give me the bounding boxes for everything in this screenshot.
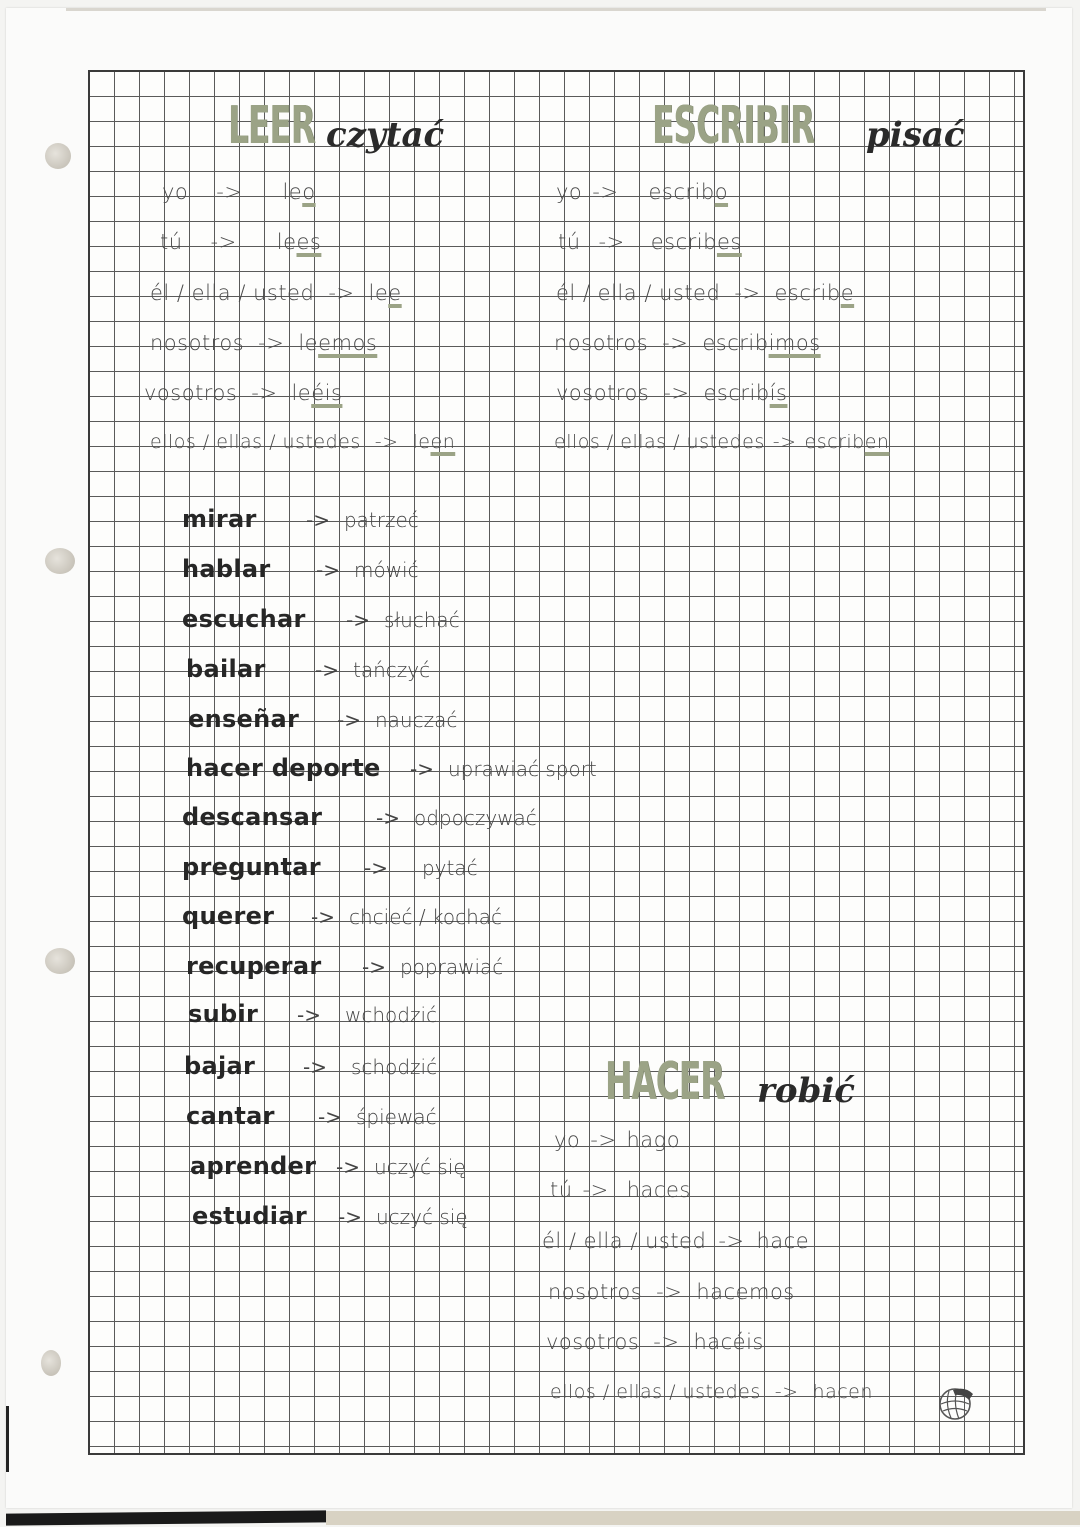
arrow-icon: -> — [772, 431, 797, 453]
spanish-word: estudiar — [192, 1202, 307, 1230]
verb-ending: o — [714, 180, 729, 204]
polish-translation: mówić — [353, 558, 419, 582]
vocab-item — [190, 1152, 466, 1180]
polish-translation: nauczać — [374, 708, 458, 732]
arrow-icon: -> — [662, 331, 689, 355]
verb-stem: le — [282, 180, 303, 204]
verb-stem: escrib — [702, 331, 769, 355]
leer-heading — [228, 96, 445, 156]
pronoun: nosotros — [150, 331, 245, 355]
punch-hole — [41, 1350, 61, 1376]
spanish-word: preguntar — [182, 853, 321, 881]
vocab-item — [184, 1052, 437, 1080]
pronoun: yo — [554, 1128, 581, 1152]
pronoun: tú — [550, 1178, 573, 1202]
arrow-icon: -> — [336, 1155, 360, 1179]
arrow-icon: -> — [303, 1055, 327, 1079]
arrow-icon: -> — [656, 1280, 683, 1304]
polish-translation: wchodzić — [344, 1003, 437, 1027]
vocab-item — [192, 1202, 468, 1230]
verb-ending: en — [430, 431, 456, 453]
verb-stem: le — [291, 381, 312, 405]
conjugation-row — [556, 281, 854, 305]
vocab-item — [188, 705, 457, 733]
verb-ending: e — [840, 281, 855, 305]
verb-ending: en — [864, 431, 890, 453]
verb-form: haces — [626, 1178, 691, 1202]
verb-stem: escrib — [703, 381, 770, 405]
conjugation-row — [162, 180, 316, 204]
polish-translation: uczyć się — [375, 1205, 468, 1229]
conjugation-row — [150, 431, 455, 453]
arrow-icon: -> — [258, 331, 285, 355]
spanish-word: aprender — [190, 1152, 317, 1180]
spanish-word: subir — [188, 1000, 259, 1028]
conjugation-row — [556, 381, 787, 405]
binder-edge — [6, 1406, 9, 1472]
arrow-icon: -> — [210, 230, 237, 254]
vocab-item — [186, 952, 503, 980]
pronoun: él / ella / usted — [150, 281, 315, 305]
verb-ending: e — [388, 281, 402, 305]
spanish-word: enseñar — [188, 705, 300, 733]
conjugation-row — [548, 1280, 795, 1304]
polish-translation: słuchać — [383, 608, 460, 632]
arrow-icon: -> — [315, 658, 339, 682]
verb-stem: escrib — [648, 180, 715, 204]
arrow-icon: -> — [734, 281, 761, 305]
conjugation-row — [554, 1128, 680, 1152]
pronoun: vosotros — [556, 381, 650, 405]
pronoun: yo — [556, 180, 583, 204]
conjugation-row — [556, 180, 728, 204]
escribir-heading — [652, 96, 965, 156]
verb-ending: éis — [311, 381, 343, 405]
arrow-icon: -> — [338, 1205, 362, 1229]
globe-icon — [935, 1382, 975, 1422]
pronoun: yo — [162, 180, 189, 204]
arrow-icon: -> — [663, 381, 690, 405]
verb-stem: escrib — [774, 281, 841, 305]
verb-form: hacen — [812, 1381, 873, 1403]
arrow-icon: -> — [653, 1330, 680, 1354]
conjugation-row — [550, 1381, 873, 1403]
spanish-word: descansar — [182, 803, 323, 831]
pronoun: él / ella / usted — [542, 1229, 707, 1253]
pronoun: ellos / ellas / ustedes — [550, 1381, 761, 1403]
arrow-icon: -> — [774, 1381, 799, 1403]
vocab-item — [182, 853, 478, 881]
polish-translation: poprawiać — [399, 955, 504, 979]
verb-title: LEER — [228, 96, 315, 156]
spanish-word: bailar — [186, 655, 266, 683]
spanish-word: recuperar — [186, 952, 322, 980]
verb-ending: emos — [318, 331, 378, 355]
spanish-word: hacer deporte — [186, 754, 381, 782]
verb-stem: le — [276, 230, 297, 254]
verb-translation: robić — [757, 1071, 855, 1111]
page-top-edge — [66, 8, 1046, 11]
table-surface — [326, 1511, 1080, 1525]
verb-ending: ís — [769, 381, 788, 405]
verb-form: hacéis — [693, 1330, 764, 1354]
arrow-icon: -> — [318, 1105, 342, 1129]
verb-translation: pisać — [866, 115, 965, 155]
arrow-icon: -> — [718, 1229, 745, 1253]
verb-ending: imos — [768, 331, 821, 355]
vocab-item — [182, 605, 460, 633]
arrow-icon: -> — [364, 856, 388, 880]
conjugation-row — [542, 1229, 809, 1253]
verb-translation: czytać — [326, 115, 445, 155]
verb-stem: escrib — [650, 230, 717, 254]
vocab-item — [182, 505, 419, 533]
verb-stem: escrib — [804, 431, 865, 453]
pronoun: tú — [160, 230, 183, 254]
arrow-icon: -> — [374, 431, 399, 453]
hacer-heading — [605, 1052, 855, 1112]
polish-translation: uczyć się — [373, 1155, 466, 1179]
arrow-icon: -> — [598, 230, 625, 254]
spanish-word: bajar — [184, 1052, 256, 1080]
polish-translation: śpiewać — [355, 1105, 437, 1129]
vocab-item — [186, 655, 430, 683]
verb-form: hago — [626, 1128, 681, 1152]
conjugation-row — [554, 431, 889, 453]
arrow-icon: -> — [251, 381, 278, 405]
vocab-item — [182, 902, 502, 930]
arrow-icon: -> — [410, 757, 434, 781]
arrow-icon: -> — [306, 508, 330, 532]
pronoun: ellos / ellas / ustedes — [150, 431, 361, 453]
spanish-word: mirar — [182, 505, 257, 533]
conjugation-row — [144, 381, 342, 405]
verb-title: HACER — [605, 1052, 725, 1112]
conjugation-row — [150, 331, 377, 355]
arrow-icon: -> — [376, 806, 400, 830]
conjugation-row — [554, 331, 821, 355]
polish-translation: pytać — [421, 856, 478, 880]
polish-translation: chcieć / kochać — [348, 905, 502, 929]
vocab-item — [182, 555, 419, 583]
spanish-word: cantar — [186, 1102, 275, 1130]
pronoun: él / ella / usted — [556, 281, 721, 305]
verb-form: hacemos — [696, 1280, 795, 1304]
conjugation-row — [546, 1330, 764, 1354]
vocab-item — [186, 754, 597, 782]
pronoun: ellos / ellas / ustedes — [554, 431, 765, 453]
polish-translation: tańczyć — [352, 658, 431, 682]
table-edge — [6, 1510, 326, 1525]
spanish-word: querer — [182, 902, 275, 930]
polish-translation: odpoczywać — [413, 806, 537, 830]
arrow-icon: -> — [590, 1128, 617, 1152]
vocab-item — [186, 1102, 437, 1130]
arrow-icon: -> — [316, 558, 340, 582]
pronoun: vosotros — [144, 381, 238, 405]
arrow-icon: -> — [216, 180, 243, 204]
spanish-word: hablar — [182, 555, 271, 583]
verb-stem: le — [412, 431, 431, 453]
polish-translation: uprawiać sport — [447, 757, 597, 781]
arrow-icon: -> — [592, 180, 619, 204]
arrow-icon: -> — [346, 608, 370, 632]
punch-hole — [45, 548, 75, 574]
conjugation-row — [160, 230, 321, 254]
verb-title: ESCRIBIR — [652, 96, 815, 156]
verb-stem: le — [368, 281, 389, 305]
vocab-item — [188, 1000, 437, 1028]
verb-ending: es — [296, 230, 322, 254]
conjugation-row — [550, 1178, 691, 1202]
arrow-icon: -> — [311, 905, 335, 929]
pronoun: nosotros — [548, 1280, 643, 1304]
verb-form: hace — [756, 1229, 810, 1253]
verb-ending: es — [716, 230, 742, 254]
arrow-icon: -> — [337, 708, 361, 732]
arrow-icon: -> — [328, 281, 355, 305]
conjugation-row — [150, 281, 402, 305]
vocab-item — [182, 803, 537, 831]
punch-hole — [45, 143, 71, 169]
punch-hole — [45, 948, 75, 974]
verb-ending: o — [302, 180, 316, 204]
polish-translation: patrzeć — [343, 508, 419, 532]
arrow-icon: -> — [362, 955, 386, 979]
arrow-icon: -> — [297, 1003, 321, 1027]
pronoun: nosotros — [554, 331, 649, 355]
pronoun: tú — [558, 230, 581, 254]
polish-translation: schodzić — [350, 1055, 438, 1079]
verb-stem: le — [298, 331, 319, 355]
pronoun: vosotros — [546, 1330, 640, 1354]
spanish-word: escuchar — [182, 605, 306, 633]
conjugation-row — [558, 230, 742, 254]
arrow-icon: -> — [582, 1178, 609, 1202]
